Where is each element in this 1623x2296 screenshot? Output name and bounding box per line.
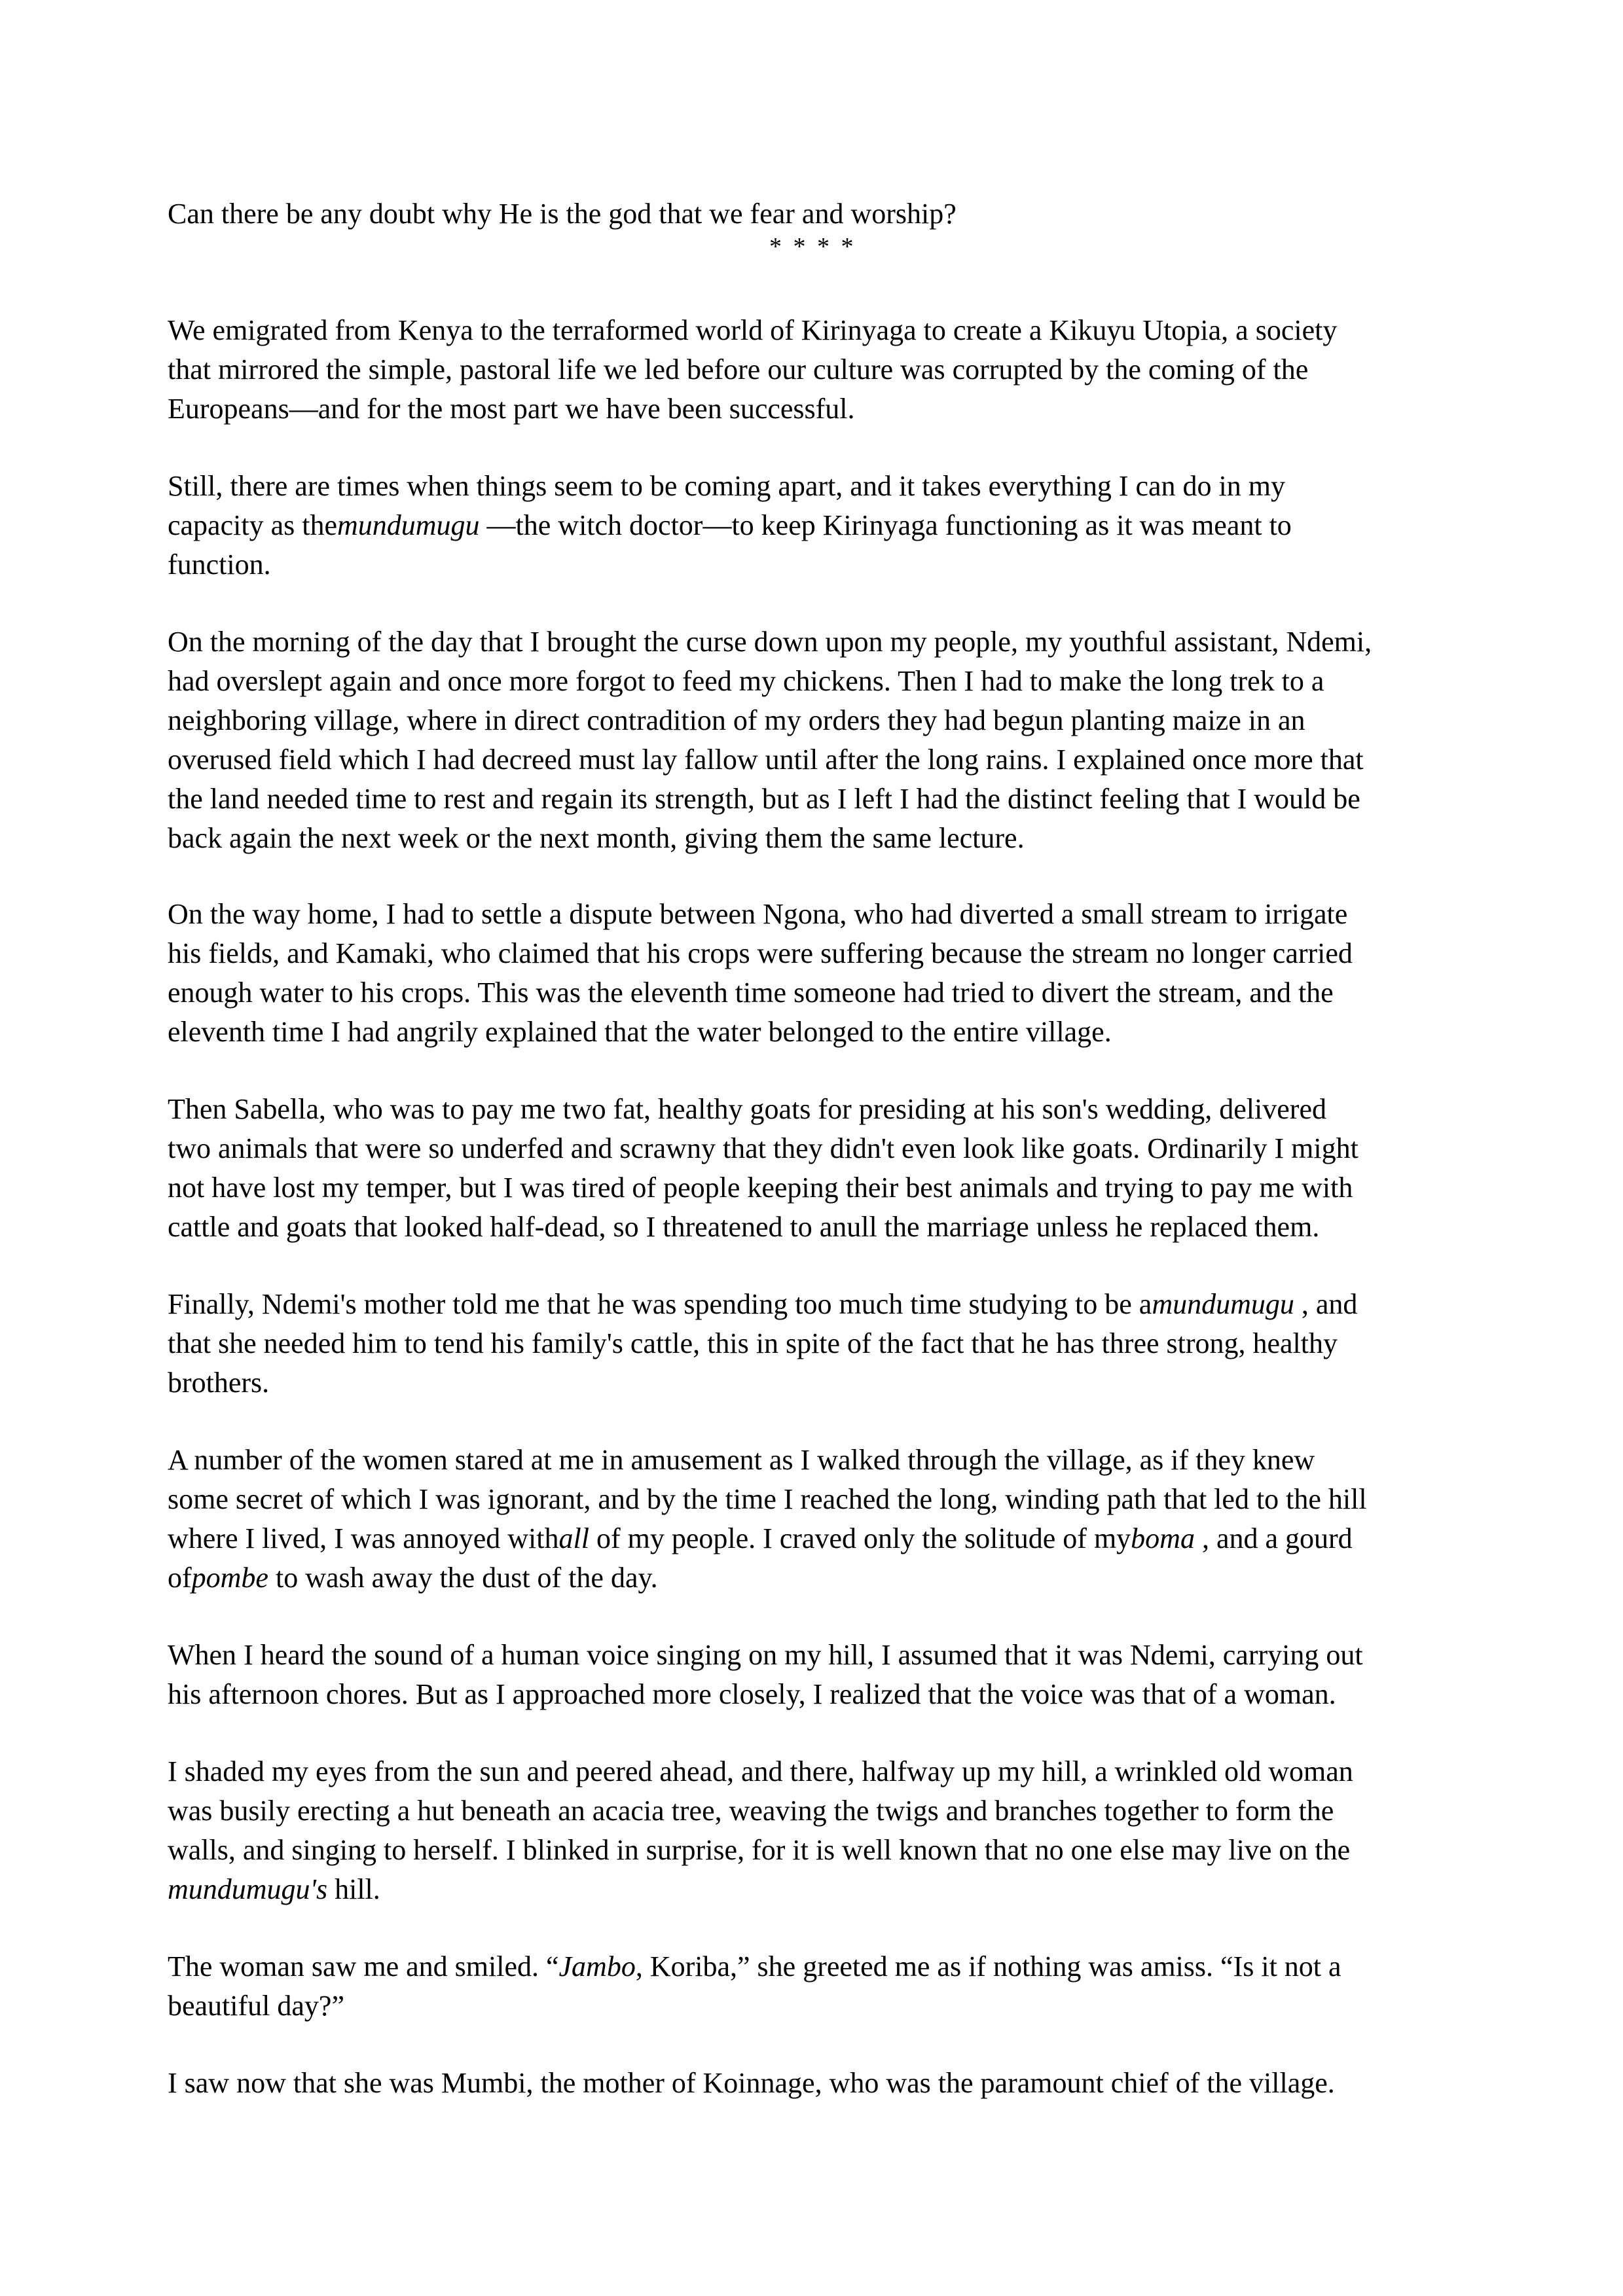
paragraph-11: I saw now that she was Mumbi, the mother of Koinnage, who was the paramount chief of the village. <box>168 2067 1335 2099</box>
opening-line: Can there be any doubt why He is the god that we fear and worship? <box>168 198 957 230</box>
paragraph-9-text-b: hill. <box>327 1873 380 1905</box>
paragraph-4: On the way home, I had to settle a dispute between Ngona, who had diverted a small stream to irrigate his fields, and Kamaki, who claimed that his crops were suffering because the stream no longer carried enough water to his crops. This was the eleventh time someone had tried to divert the stream, and the eleventh time I had angrily explained that the water belonged to the entire village. <box>168 898 1353 1048</box>
paragraph-8: When I heard the sound of a human voice singing on my hill, I assumed that it was Ndemi, carrying out his afternoon chores. But as I approached more closely, I realized that the voice was that of a woman. <box>168 1639 1363 1710</box>
paragraph-9-italic-1: mundumugu's <box>168 1873 328 1905</box>
paragraph-6 <box>168 1285 1470 1403</box>
paragraph-7-italic-1: all <box>558 1522 589 1554</box>
paragraph-7 <box>168 1441 1470 1598</box>
paragraph-7-text-a: A number of the women stared at me in amusement as I walked through the village, as if they knew some secret of which I was ignorant, and by the time I reached the long, winding path that led to the hill where I lived, I was annoyed with <box>168 1444 1367 1554</box>
paragraph-7-italic-2: boma <box>1131 1522 1195 1554</box>
paragraph-9-text-a: I shaded my eyes from the sun and peered ahead, and there, halfway up my hill, a wrinkled old woman was busily erecting a hut beneath an acacia tree, weaving the twigs and branches together to form the walls, and singing to herself. I blinked in surprise, for it is well known that no one else may live on the <box>168 1755 1353 1866</box>
paragraph-6-italic-1: mundumugu <box>1152 1288 1294 1320</box>
paragraph-9 <box>168 1752 1470 1909</box>
paragraph-2-text-a: Still, there are times when things seem to be coming apart, and it takes everything I can do in my capacity as the <box>168 470 1285 541</box>
paragraph-6-text-b: , and that she needed him to tend his family's cattle, this in spite of the fact that he has three strong, healthy brothers. <box>168 1288 1358 1399</box>
paragraph-2 <box>168 467 1470 584</box>
paragraph-7-text-c: , and a gourd of <box>168 1522 1353 1594</box>
paragraph-6-text-a: Finally, Ndemi's mother told me that he was spending too much time studying to be a <box>168 1288 1152 1320</box>
paragraph-10-text-a: The woman saw me and smiled. “ <box>168 1950 559 1982</box>
paragraph-2-text-b: —the witch doctor—to keep Kirinyaga functioning as it was meant to function. <box>168 509 1292 581</box>
paragraph-10 <box>168 1947 1470 2026</box>
paragraph-3: On the morning of the day that I brought the curse down upon my people, my youthful assistant, Ndemi, had overslept again and once more forgot to feed my chickens. Then I had to make the long trek to a neighboring village, where in direct contradition of my orders they had begun planting maize in an overused field which I had decreed must lay fallow until after the long rains. I explained once more that the land needed time to rest and regain its strength, but as I left I had the distinct feeling that I would be back again the next week or the next month, giving them the same lecture. <box>168 626 1372 854</box>
section-separator: * * * * <box>769 233 856 260</box>
paragraph-10-text-b: , Koriba,” she greeted me as if nothing was amiss. “Is it not a beautiful day?” <box>168 1950 1341 2022</box>
paragraph-10-italic-1: Jambo <box>558 1950 636 1982</box>
paragraph-7-text-b: of my people. I craved only the solitude of my <box>589 1522 1131 1554</box>
paragraph-2-italic-1: mundumugu <box>337 509 480 541</box>
paragraph-1: We emigrated from Kenya to the terraformed world of Kirinyaga to create a Kikuyu Utopia, a society that mirrored the simple, pastoral life we led before our culture was corrupted by the coming of the Europeans—and for the most part we have been successful. <box>168 314 1338 425</box>
paragraph-7-italic-3: pombe <box>191 1562 268 1594</box>
paragraph-7-text-d: to wash away the dust of the day. <box>268 1562 658 1594</box>
paragraph-5: Then Sabella, who was to pay me two fat, healthy goats for presiding at his son's wedding, delivered two animals that were so underfed and scrawny that they didn't even look like goats. Ordinarily I might not have lost my temper, but I was tired of people keeping their best animals and trying to pay me with cattle and goats that looked half-dead, so I threatened to anull the marriage unless he replaced them. <box>168 1093 1359 1243</box>
